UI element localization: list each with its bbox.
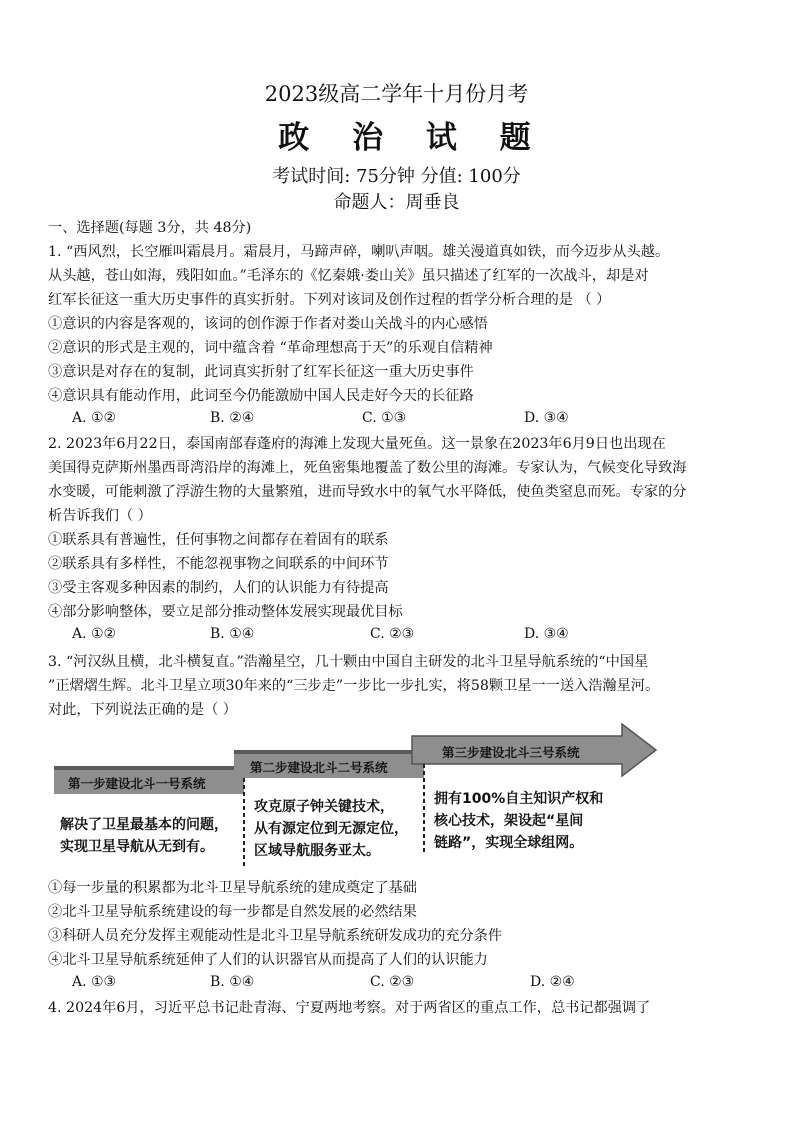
step3-label: 第三步建设北斗三号系统 bbox=[442, 745, 580, 760]
q1-statement: ③意识是对存在的复制，此词真实折射了红军长征这一重大历史事件 bbox=[48, 364, 474, 380]
q2-statement: ②联系具有多样性，不能忽视事物之间联系的中间环节 bbox=[48, 556, 389, 572]
exam-time-score: 考试时间: 75分钟 分值: 100分 bbox=[272, 166, 521, 187]
q3-option-a: A. ①③ bbox=[72, 974, 117, 990]
subject-title: 政 治 试 题 bbox=[278, 120, 547, 156]
step2-desc: 攻克原子钟关键技术， 从有源定位到无源定位， 区域导航服务亚太。 bbox=[254, 799, 408, 859]
q1-statement: ②意识的形式是主观的，词中蕴含着 “革命理想高于天”的乐观自信精神 bbox=[48, 340, 493, 356]
q1-stem-line: 1. “西风烈，长空雁叫霜晨月。霜晨月，马蹄声碎，喇叭声咽。雄关漫道真如铁，而今迈步从头越。 bbox=[48, 244, 670, 260]
q1-options bbox=[0, 410, 793, 432]
q3-stem-line: 3. “河汉纵且横，北斗横复直。”浩瀚星空，几十颗由中国自主研发的北斗卫星导航系统的“中国星 bbox=[48, 654, 649, 670]
q4-stem-line: 4. 2024年6月，习近平总书记赴青海、宁夏两地考察。对于两省区的重点工作，总书记都强调了 bbox=[48, 1000, 651, 1016]
q2-option-d: D. ③④ bbox=[524, 626, 569, 642]
q3-statement: ④北斗卫星导航系统延伸了人们的认识器官从而提高了人们的认识能力 bbox=[48, 952, 488, 968]
step3-desc: 拥有100%自主知识产权和 核心技术，架设起“星间 链路”，实现全球组网。 bbox=[434, 791, 604, 851]
q2-statement: ④部分影响整体，要立足部分推动整体发展实现最优目标 bbox=[48, 604, 403, 620]
beidou-steps-figure bbox=[44, 722, 666, 870]
q3-option-c: C. ②③ bbox=[370, 974, 415, 990]
q3-option-b: B. ①④ bbox=[210, 974, 255, 990]
q1-statement: ④意识具有能动作用，此词至今仍能激励中国人民走好今天的长征路 bbox=[48, 388, 474, 404]
q3-statement: ②北斗卫星导航系统建设的每一步都是自然发展的必然结果 bbox=[48, 904, 417, 920]
q2-options bbox=[0, 626, 793, 648]
exam-author: 命题人：周垂良 bbox=[333, 192, 460, 213]
q2-statement: ①联系具有普遍性，任何事物之间都存在着固有的联系 bbox=[48, 532, 389, 548]
q3-stem-line: 对此，下列说法正确的是（ ） bbox=[48, 702, 237, 718]
q1-stem-line: 红军长征这一重大历史事件的真实折射。下列对该词及创作过程的哲学分析合理的是 （ ） bbox=[48, 292, 611, 308]
q2-option-c: C. ②③ bbox=[370, 626, 415, 642]
q1-option-d: D. ③④ bbox=[524, 410, 569, 426]
q3-options bbox=[0, 974, 793, 996]
q2-stem-line: 美国得克萨斯州墨西哥湾沿岸的海滩上，死鱼密集地覆盖了数公里的海滩。专家认为，气候变化导致海 bbox=[48, 460, 687, 476]
q1-option-b: B. ②④ bbox=[210, 410, 255, 426]
q2-statement: ③受主客观多种因素的制约，人们的认识能力有待提高 bbox=[48, 580, 389, 596]
q1-stem-line: 从头越，苍山如海，残阳如血。”毛泽东的《忆秦娥·娄山关》虽只描述了红军的一次战斗，却是对 bbox=[48, 268, 649, 284]
q2-option-a: A. ①② bbox=[72, 626, 117, 642]
step1-label: 第一步建设北斗一号系统 bbox=[68, 776, 206, 791]
exam-title: 2023级高二学年十月份月考 bbox=[264, 82, 529, 106]
q1-option-a: A. ①② bbox=[72, 410, 117, 426]
q2-stem-line: 水变暖，可能刺激了浮游生物的大量繁殖，进而导致水中的氧气水平降低，使鱼类窒息而死。专家的分 bbox=[48, 484, 687, 500]
q3-statement: ③科研人员充分发挥主观能动性是北斗卫星导航系统研发成功的充分条件 bbox=[48, 928, 503, 944]
step2-label: 第二步建设北斗二号系统 bbox=[250, 760, 388, 775]
section-title: 一、选择题(每题 3分，共 48分) bbox=[48, 220, 252, 236]
q1-statement: ①意识的内容是客观的，该词的创作源于作者对娄山关战斗的内心感悟 bbox=[48, 316, 488, 332]
q3-option-d: D. ②④ bbox=[530, 974, 575, 990]
q2-option-b: B. ①④ bbox=[210, 626, 255, 642]
q3-statement: ①每一步量的积累都为北斗卫星导航系统的建成奠定了基础 bbox=[48, 880, 417, 896]
step1-desc: 解决了卫星最基本的问题， 实现卫星导航从无到有。 bbox=[60, 817, 228, 855]
q3-stem-line: ”正熠熠生辉。北斗卫星立项30年来的“三步走”一步比一步扎实，将58颗卫星一一送入浩瀚星河。 bbox=[48, 678, 660, 694]
q2-stem-line: 2. 2023年6月22日，泰国南部春蓬府的海滩上发现大量死鱼。这一景象在2023年6月9日也出现在 bbox=[48, 436, 666, 452]
q1-option-c: C. ①③ bbox=[362, 410, 407, 426]
q2-stem-line: 析告诉我们（ ） bbox=[48, 508, 152, 524]
